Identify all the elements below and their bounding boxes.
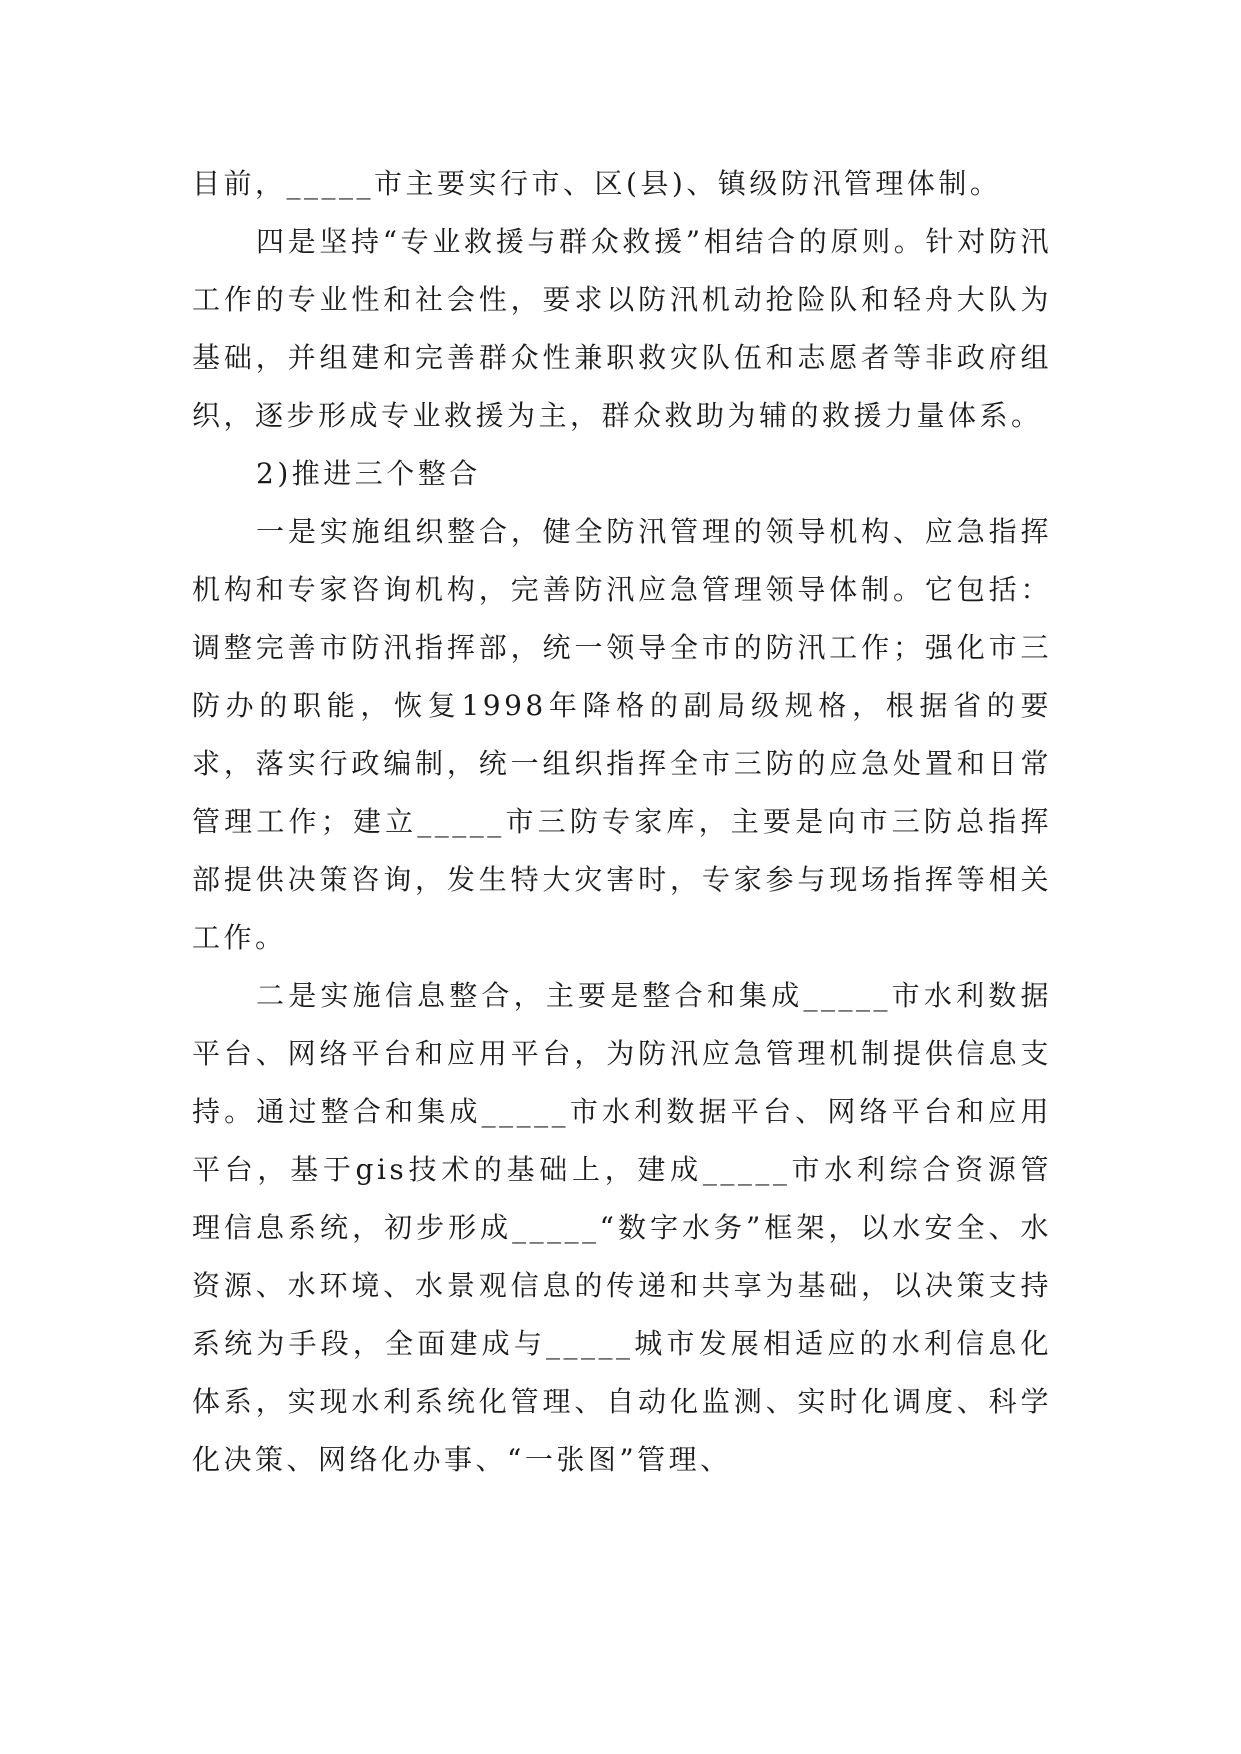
section-heading: 2)推进三个整合 — [256, 457, 481, 490]
paragraph-4: 二是实施信息整合，主要是整合和集成_____市水利数据平台、网络平台和应用平台，为防汛应急管理机制提供信息支持。通过整合和集成_____市水利数据平台、网络平台和应用平台，基于gis技术的基础上，建成_____市水利综合资源管理信息系统，初步形成_____“数字水务”框架，以水安全、水资源、水环境、水景观信息的传递和共享为基础，以决策支持系统为手段，全面建成与_____城市发展相适应的水利信息化体系，实现水利系统化管理、自动化监测、实时化调度、科学化决策、网络化办事、“一张图”管理、 — [192, 979, 1052, 1476]
document-page — [192, 155, 1052, 1489]
paragraph-2: 四是坚持“专业救援与群众救援”相结合的原则。针对防汛工作的专业性和社会性，要求以防汛机动抢险队和轻舟大队为基础，并组建和完善群众性兼职救灾队伍和志愿者等非政府组织，逐步形成专业救援为主，群众救助为辅的救援力量体系。 — [192, 225, 1052, 432]
paragraph-3: 一是实施组织整合，健全防汛管理的领导机构、应急指挥机构和专家咨询机构，完善防汛应急管理领导体制。它包括：调整完善市防汛指挥部，统一领导全市的防汛工作；强化市三防办的职能，恢复1998年降格的副局级规格，根据省的要求，落实行政编制，统一组织指挥全市三防的应急处置和日常管理工作；建立_____市三防专家库，主要是向市三防总指挥部提供决策咨询，发生特大灾害时，专家参与现场指挥等相关工作。 — [192, 515, 1052, 954]
paragraph-1: 目前，_____市主要实行市、区(县)、镇级防汛管理体制。 — [192, 167, 1002, 200]
